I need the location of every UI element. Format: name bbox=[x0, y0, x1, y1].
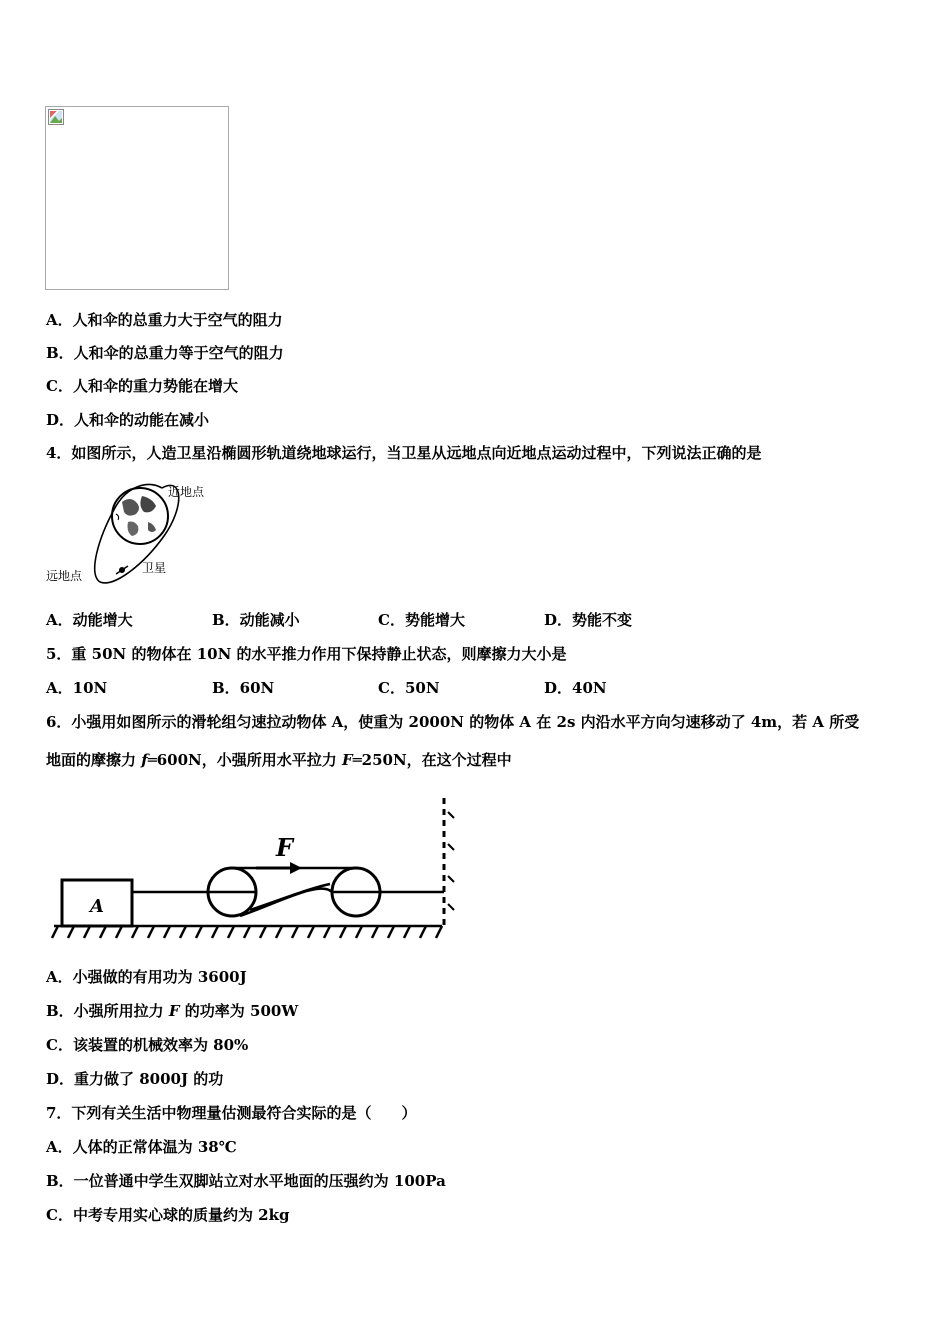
q5-option-a: A．10N bbox=[46, 679, 108, 697]
q7-option-a: A．人体的正常体温为 38℃ bbox=[46, 1138, 237, 1156]
q4-option-c: C．势能增大 bbox=[378, 611, 465, 629]
pulley-system-figure bbox=[50, 792, 460, 952]
apogee-label: 远地点 bbox=[46, 569, 83, 583]
q7-option-c: C．中考专用实心球的质量约为 2kg bbox=[46, 1206, 290, 1224]
q6-option-c: C．该装置的机械效率为 80% bbox=[46, 1036, 249, 1054]
q5-stem: 5．重 50N 的物体在 10N 的水平推力作用下保持静止状态，则摩擦力大小是 bbox=[46, 645, 567, 663]
block-a-label: A bbox=[90, 896, 104, 917]
fixed-pulley bbox=[332, 868, 380, 916]
satellite-orbit-figure bbox=[44, 478, 224, 590]
q5-option-c: C．50N bbox=[378, 679, 440, 697]
q6-option-d: D．重力做了 8000J 的功 bbox=[46, 1070, 224, 1088]
q3-option-b: B．人和伞的总重力等于空气的阻力 bbox=[46, 344, 284, 362]
q4-option-b: B．动能减小 bbox=[212, 611, 300, 629]
q4-options bbox=[46, 610, 632, 630]
q6-option-b-text-b: 的功率为 500W bbox=[179, 1002, 299, 1020]
q4-stem: 4．如图所示，人造卫星沿椭圆形轨道绕地球运行，当卫星从远地点向近地点运动过程中，下列说法正确的是 bbox=[46, 444, 762, 462]
q4-option-a: A．动能增大 bbox=[46, 611, 133, 629]
q7-option-b: B．一位普通中学生双脚站立对水平地面的压强约为 100Pa bbox=[46, 1172, 446, 1190]
q3-option-a: A．人和伞的总重力大于空气的阻力 bbox=[46, 311, 283, 329]
q6-stem-text-b: ═600N，小强所用水平拉力 bbox=[147, 751, 342, 769]
q3-option-c: C．人和伞的重力势能在增大 bbox=[46, 377, 238, 395]
q6-var-F: F bbox=[341, 751, 353, 769]
q4-option-d: D．势能不变 bbox=[544, 611, 633, 629]
q6-option-b-text-a: B．小强所用拉力 bbox=[46, 1002, 169, 1020]
q6-option-a: A．小强做的有用功为 3600J bbox=[46, 968, 247, 986]
q6-option-b bbox=[46, 1001, 298, 1021]
q6-stem-line1: 6．小强用如图所示的滑轮组匀速拉动物体 A，使重为 2000N 的物体 A 在 2s 内沿水平方向匀速移动了 4m，若 A 所受 bbox=[46, 713, 860, 731]
force-arrow bbox=[256, 862, 302, 874]
moving-pulley bbox=[208, 868, 256, 916]
missing-image-placeholder bbox=[45, 106, 229, 290]
perigee-label: 近地点 bbox=[168, 485, 205, 499]
broken-image-icon bbox=[48, 109, 64, 125]
earth-globe bbox=[112, 488, 168, 544]
q5-options bbox=[46, 678, 607, 698]
q6-stem-text-c: ═250N，在这个过程中 bbox=[352, 751, 512, 769]
wall bbox=[444, 798, 454, 926]
q5-option-d: D．40N bbox=[544, 679, 607, 697]
q7-stem: 7．下列有关生活中物理量估测最符合实际的是（ ） bbox=[46, 1104, 417, 1122]
satellite-label: 卫星 bbox=[142, 561, 167, 575]
q6-stem-text-a: 地面的摩擦力 bbox=[46, 751, 142, 769]
force-label: F bbox=[276, 833, 294, 862]
q6-stem-line2 bbox=[46, 750, 512, 770]
q5-option-b: B．60N bbox=[212, 679, 275, 697]
ground-hatch bbox=[52, 926, 442, 938]
q6-option-b-var: F bbox=[168, 1002, 180, 1020]
q3-option-d: D．人和伞的动能在减小 bbox=[46, 411, 210, 429]
q6-var-f: f bbox=[141, 751, 148, 769]
satellite-marker bbox=[116, 566, 128, 574]
